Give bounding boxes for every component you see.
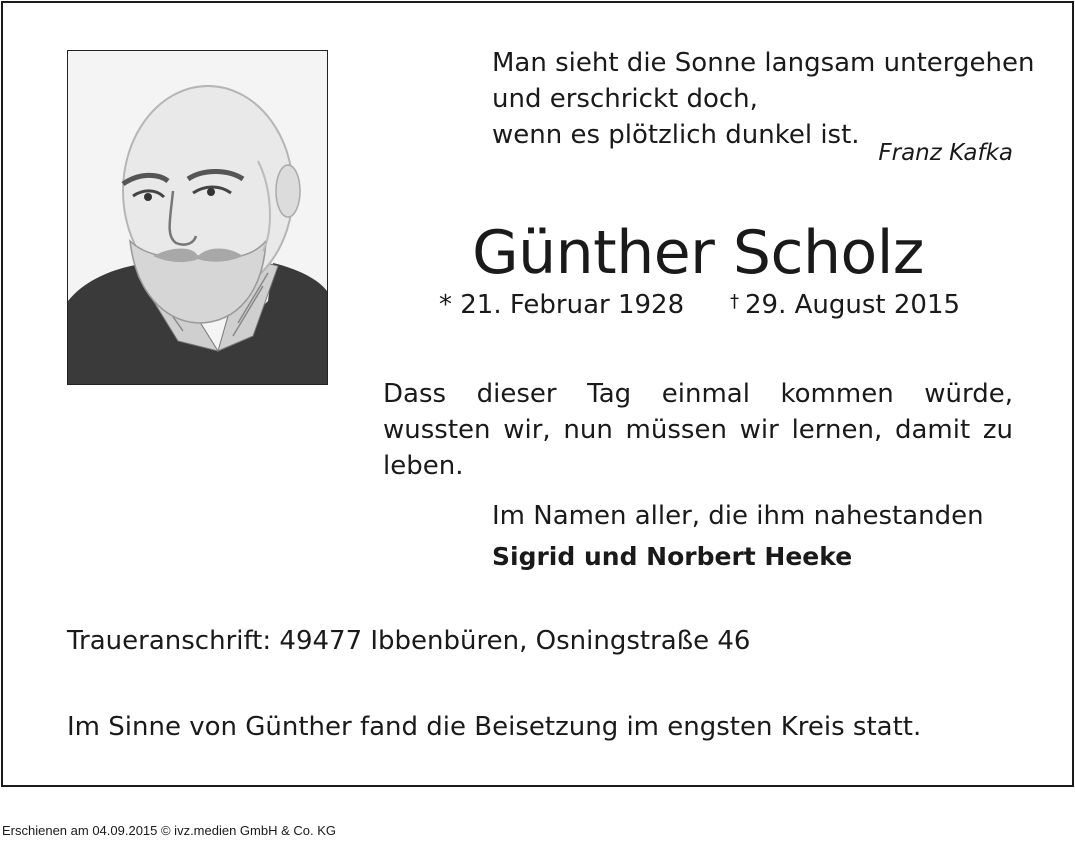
quote-line: und erschrickt doch, [492,84,758,114]
burial-notice: Im Sinne von Günther fand die Beisetzung im engsten Kreis statt. [67,712,922,742]
signoff-text: Im Namen aller, die ihm nahestanden [492,501,984,531]
death-date-line [730,290,960,320]
death-date: 29. August 2015 [745,290,961,320]
quote-line: Man sieht die Sonne langsam untergehen [492,48,1035,78]
signers-names: Sigrid und Norbert Heeke [492,542,853,571]
quote-author: Franz Kafka [878,140,1013,166]
quote-line: wenn es plötzlich dunkel ist. [492,120,860,150]
portrait-illustration [68,51,327,384]
birth-date: * 21. Februar 1928 [439,290,685,320]
quote-poem [492,45,1035,153]
memorial-message: Dass dieser Tag einmal kommen würde, wussten wir, nun müssen wir lernen, damit zu leben. [383,379,1013,481]
deceased-name: Günther Scholz [472,218,924,288]
cross-icon: † [730,291,739,312]
mourning-address: Traueranschrift: 49477 Ibbenbüren, Osningstraße 46 [67,626,751,656]
publication-footer: Erschienen am 04.09.2015 © ivz.medien GmbH & Co. KG [2,823,337,838]
obituary-frame [1,1,1074,787]
portrait-photo [67,50,328,385]
